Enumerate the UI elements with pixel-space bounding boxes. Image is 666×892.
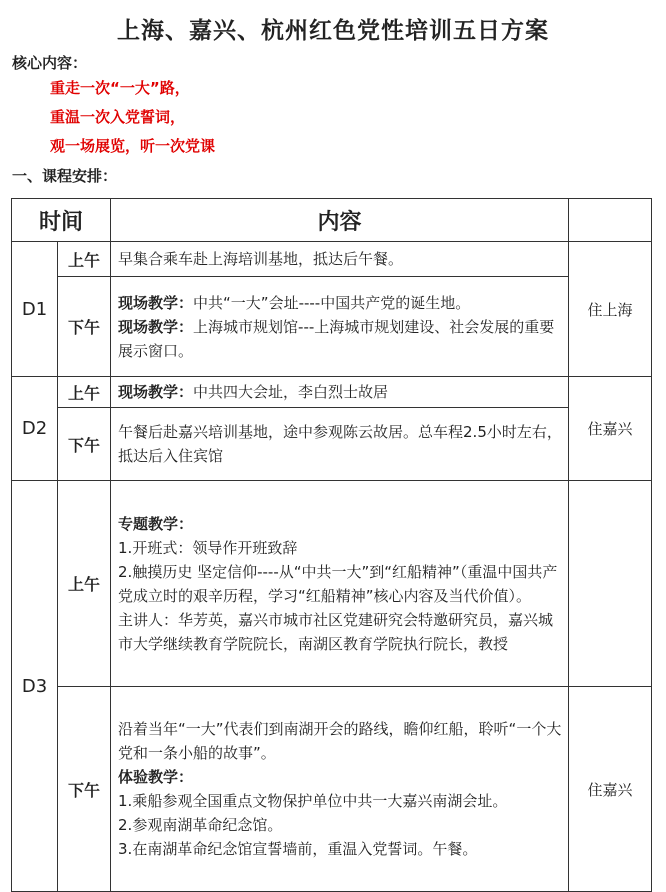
- day-label-d2: D2: [12, 377, 58, 481]
- d3-am-line-3: 主讲人：华芳英，嘉兴市城市社区党建研究会特邀研究员，嘉兴城市大学继续教育学院院长，南湖区教育学院执行院长，教授: [118, 610, 554, 653]
- d1-pm-p2-text: 上海城市规划馆---上海城市规划建设、社会发展的重要展示窗口。: [118, 317, 555, 360]
- table-row: [12, 242, 652, 277]
- section-title: 一、课程安排：: [12, 167, 118, 185]
- core-item-2: 重温一次入党誓词，: [50, 108, 186, 126]
- d3-pm-label: 下午: [58, 687, 111, 892]
- d3-am-label: 上午: [58, 481, 111, 687]
- table-row: [12, 377, 652, 408]
- d3-pm-line-2: 2.参观南湖革命纪念馆。: [118, 816, 283, 834]
- day-label-d3: D3: [12, 481, 58, 892]
- table-header-row: [12, 199, 652, 242]
- table-row: [12, 481, 652, 687]
- d3-am-stay: [569, 481, 652, 687]
- d3-pm-intro: 沿着当年“一大”代表们到南湖开会的路线，瞻仰红船，聆听“一个大党和一条小船的故事”。: [118, 720, 562, 762]
- d1-pm-p1-text: 中共“一大”会址----中国共产党的诞生地。: [193, 293, 471, 312]
- header-stay: [569, 199, 652, 242]
- d1-pm-content: [111, 277, 569, 377]
- page-title: 上海、嘉兴、杭州红色党性培训五日方案: [117, 18, 549, 44]
- d3-am-line-1: 1.开班式：领导作开班致辞: [118, 538, 298, 557]
- d3-pm-heading: 体验教学：: [118, 768, 194, 786]
- d1-am-content: 早集合乘车赴上海培训基地，抵达后午餐。: [111, 242, 569, 277]
- d3-pm-content: [111, 687, 569, 892]
- d1-stay: 住上海: [569, 242, 652, 377]
- d3-am-line-2: 2.触摸历史 坚定信仰----从“中共一大”到“红船精神”（重温中国共产党成立时的艰辛历程，学习“红船精神”核心内容及当代价值）。: [118, 562, 558, 605]
- core-item-3: 观一场展览，听一次党课: [50, 137, 216, 155]
- table-row: [12, 277, 652, 377]
- d1-pm-p1-bold: 现场教学：: [118, 293, 194, 312]
- d3-stay: 住嘉兴: [569, 687, 652, 892]
- table-row: [12, 408, 652, 481]
- table-row: [12, 687, 652, 892]
- d2-pm-label: 下午: [58, 408, 111, 481]
- header-time: 时间: [12, 199, 111, 242]
- d2-pm-content: 午餐后赴嘉兴培训基地，途中参观陈云故居。总车程2.5小时左右，抵达后入住宾馆: [111, 408, 569, 481]
- d2-am-content: [111, 377, 569, 408]
- header-content: 内容: [111, 199, 569, 242]
- d1-pm-label: 下午: [58, 277, 111, 377]
- d1-pm-p2-bold: 现场教学：: [118, 317, 194, 336]
- schedule-table: [11, 198, 652, 892]
- d2-stay: 住嘉兴: [569, 377, 652, 481]
- core-content-label: 核心内容：: [12, 54, 88, 72]
- d2-am-bold: 现场教学：: [118, 383, 194, 401]
- d3-am-heading: 专题教学：: [118, 514, 194, 533]
- d3-pm-line-3: 3.在南湖革命纪念馆宣誓墙前，重温入党誓词。午餐。: [118, 840, 478, 858]
- d2-am-text: 中共四大会址，李白烈士故居: [193, 383, 389, 401]
- core-item-1: 重走一次“一大”路，: [50, 79, 190, 97]
- d3-pm-line-1: 1.乘船参观全国重点文物保护单位中共一大嘉兴南湖会址。: [118, 792, 508, 810]
- d2-am-label: 上午: [58, 377, 111, 408]
- d1-am-label: 上午: [58, 242, 111, 277]
- d3-am-content: [111, 481, 569, 687]
- day-label-d1: D1: [12, 242, 58, 377]
